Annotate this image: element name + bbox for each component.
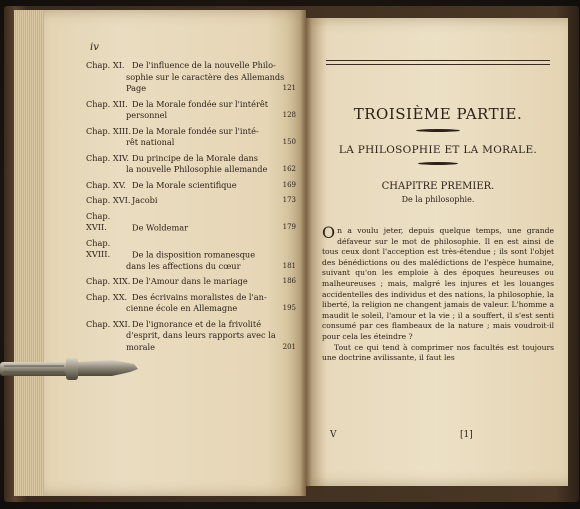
chapter-content [322,58,554,364]
part-title: LA PHILOSOPHIE ET LA MORALE. [338,144,538,156]
toc-entry: Chap. XX. Des écrivains moralistes de l'an- cienne école en Allemagne 195 [86,291,296,313]
toc-entry: Chap. XVIII. De la disposition romanesque dans les affections du cœur 181 [86,237,296,271]
chapter-subtitle: De la philosophie. [401,195,475,204]
toc-entry: Chap. XVII. De Woldemar 179 [86,210,296,232]
toc-entry: Chap. XIII.De la Morale fondée sur l'inté- rêt national 150 [86,125,296,147]
toc-entry: Chap. XV. De la Morale scientifique 169 [86,179,296,190]
paragraph-1: n a voulu jeter, depuis quelque temps, une grande défaveur sur le mot de philosophie. Il en est ainsi de tous ceux dont l'acception est très-étendue ; ils sont l'objet des bénédictions ou des malédictions de l'espèce humaine, suivant qu'on les emploie à des époques heureuses ou malheureuses ; mais, malgré les injures et les louanges accidentelles des individus et des nations, la philosophie, la liberté, la religion ne changent jamais de valeur. L'homme a maudit le soleil, l'amour et la vie ; il a souffert, il s'est senti consumé par ces flambeaux de la nature ; mais voudroit-il pour cela les éteindre ? [322,226,554,341]
toc-entry: Chap. XIV. Du principe de la Morale dans la nouvelle Philosophie allemande 162 [86,152,296,174]
toc-entry: Chap. XVI. Jacobi 173 [86,195,296,205]
ornament-divider [416,129,460,132]
table-of-contents [86,60,296,357]
page-edges [14,10,44,496]
chapter-heading: CHAPITRE PREMIER. [381,181,495,192]
drop-cap: O [322,223,336,242]
toc-entry: Chap. XII. De la Morale fondée sur l'intérêt personnel 128 [86,98,296,120]
metal-bookmark-pen [0,350,140,388]
folio-number: [1] [460,430,473,440]
signature-mark: V [330,430,337,440]
toc-entry: Chap. XXI. De l'ignorance et de la frivolité d'esprit, dans leurs rapports avec la morale 201 [86,318,296,352]
top-rule [326,60,550,65]
toc-entry: Chap. XIX. De l'Amour dans le mariage 186 [86,276,296,286]
part-heading: TROISIÈME PARTIE. [353,105,523,123]
left-page-number: iv [90,42,99,53]
body-text [322,223,554,364]
book-gutter [300,10,312,496]
toc-entry: Chap. XI. De l'influence de la nouvelle Philo- sophie sur le caractère des Allemands Page 121 [86,60,296,93]
ornament-divider [418,162,458,165]
paragraph-2: Tout ce qui tend à comprimer nos facultés est toujours une doctrine avilissante, il faut les [322,342,554,363]
